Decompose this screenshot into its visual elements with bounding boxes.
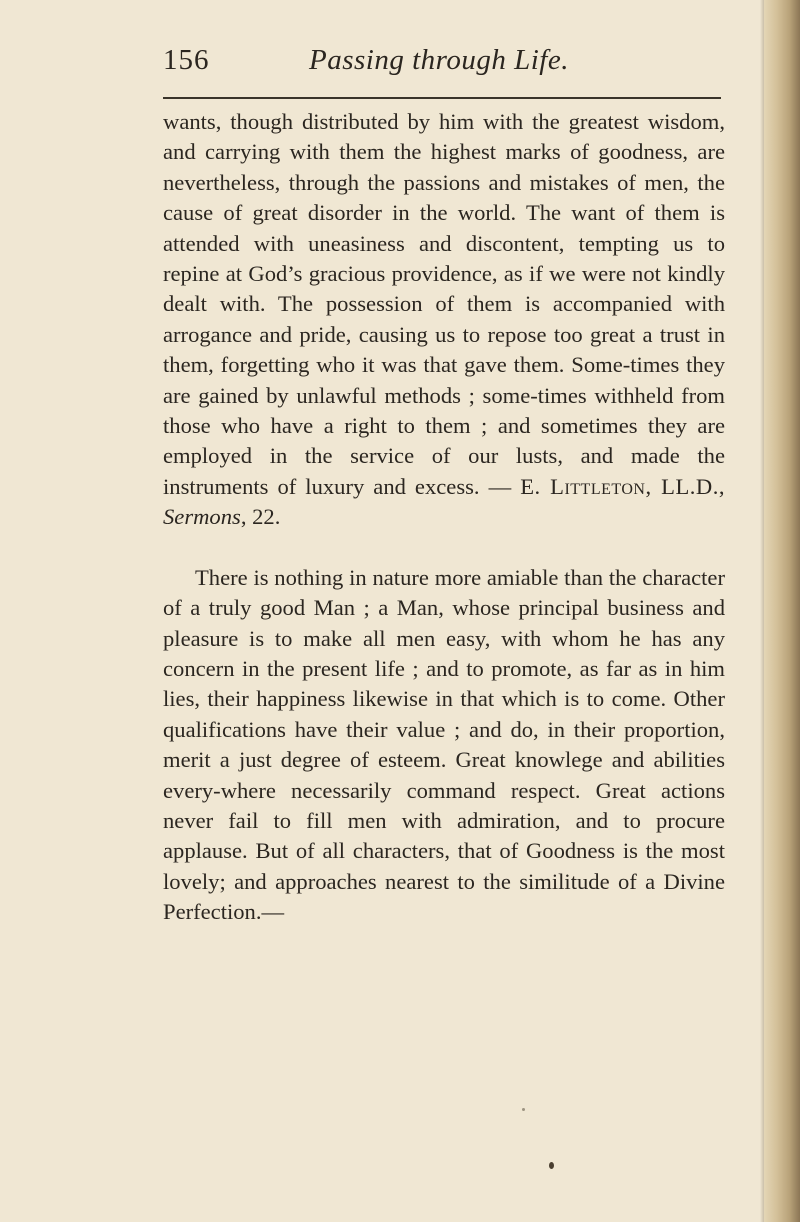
page-header <box>163 40 721 80</box>
running-title: Passing through Life. <box>309 44 569 76</box>
citation-source-page: , 22. <box>240 504 281 530</box>
ink-dot <box>522 1108 525 1111</box>
citation-author: E. Littleton, LL.D., <box>520 473 726 499</box>
page-number: 156 <box>163 44 210 76</box>
body-text <box>163 107 725 928</box>
binding-gutter <box>764 0 800 1222</box>
paragraph-two-text: There is nothing in nature more amiable than the character of a truly good Man ; a Man, whose principal business and pleasure is to make all men easy, with whom he has any concern in the present life ; and to promote, as far as in him lies, their happiness likewise in that which is to come. Other qualifications have their value ; and do, in their proportion, merit a just degree of esteem. Great knowlege and abilities every-where necessarily command respect. Great actions never fail to fill men with admiration, and to procure applause. But of all characters, that of Goodness is the most lovely; and approaches nearest to the similitude of a Divine Perfection.— <box>163 564 725 925</box>
paragraph-one-text: wants, though distributed by him with the greatest wisdom, and carrying with them the highest marks of goodness, are nevertheless, through the passions and mistakes of men, the cause of great disorder in the world. The want of them is attended with uneasiness and discontent, tempting us to repine at God’s gracious providence, as if we were not kindly dealt with. The possession of them is accompanied with arrogance and pride, causing us to repose too great a trust in them, forgetting who it was that gave them. Some-times they are gained by unlawful methods ; some-times withheld from those who have a right to them ; and sometimes they are employed in the service of our lusts, and made the instruments of luxury and excess. — <box>163 109 725 499</box>
paragraph-one <box>163 107 725 533</box>
ink-fleck <box>549 1162 554 1169</box>
paragraph-two <box>163 563 725 928</box>
header-rule <box>163 97 721 99</box>
citation-source-title: Sermons <box>163 504 241 530</box>
